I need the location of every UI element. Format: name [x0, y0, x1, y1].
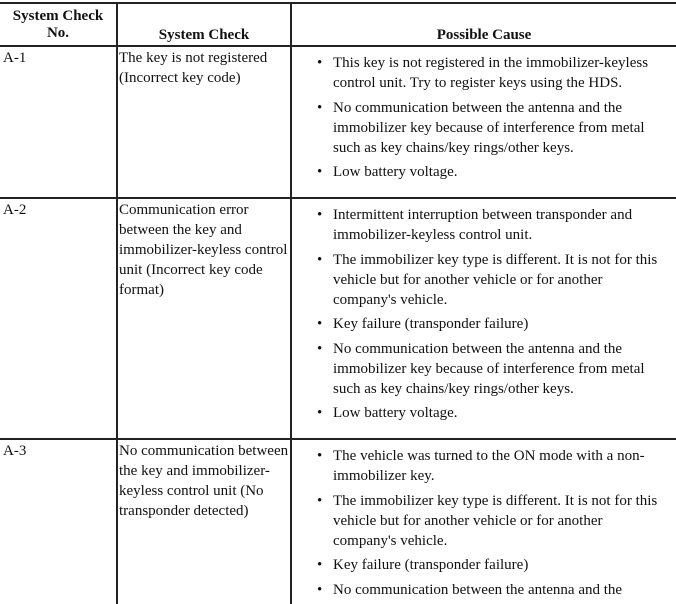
table-top-border [0, 2, 676, 4]
bullet-icon: • [317, 448, 323, 464]
row-a3-number: A-3 [3, 443, 27, 459]
header-system-check: System Check [158, 27, 250, 43]
bullet-icon: • [317, 99, 323, 116]
list-item [316, 162, 668, 182]
header-possible-cause: Possible Cause [436, 27, 532, 43]
row-a2-number: A-2 [3, 202, 27, 218]
list-item [316, 580, 668, 600]
list-item [316, 403, 668, 423]
bullet-icon: • [317, 492, 323, 509]
bullet-icon: • [317, 164, 323, 180]
cause-text: Intermittent interruption between transponder and immobilizer-keyless control unit. [333, 207, 633, 243]
header-system-check-no: System Check No. [12, 8, 104, 41]
list-item [316, 53, 668, 93]
list-item [316, 555, 668, 575]
col-divider-1 [116, 2, 118, 604]
bullet-icon: • [317, 207, 323, 223]
bullet-icon: • [317, 405, 323, 421]
cause-text: This key is not registered in the immobilizer-keyless control unit. Try to register keys using the HDS. [333, 55, 649, 91]
row-divider-2 [0, 438, 676, 440]
row-divider-1 [0, 197, 676, 199]
cause-text: No communication between the antenna and the immobilizer key because of interference from metal such as key chains/key rings/other keys. [333, 340, 645, 397]
list-item [316, 339, 668, 399]
list-item [316, 250, 668, 310]
bullet-icon: • [317, 557, 323, 573]
row-a1-number: A-1 [3, 50, 27, 66]
list-item [316, 205, 668, 245]
row-a1-causes [316, 53, 668, 187]
list-item [316, 314, 668, 334]
cause-text: Key failure (transponder failure) [333, 557, 529, 573]
cause-text: The immobilizer key type is different. It is not for this vehicle but for another vehicle or for another company's vehicle. [333, 492, 658, 549]
bullet-icon: • [317, 316, 323, 332]
list-item [316, 98, 668, 158]
cause-text: The vehicle was turned to the ON mode with a non-immobilizer key. [333, 448, 645, 484]
cause-text: No communication between the antenna and the immobilizer key because of interference from metal such as key chains/key rings/other keys. [333, 99, 645, 156]
row-a2-check: Communication error between the key and immobilizer-keyless control unit (Incorrect key code format) [119, 202, 288, 298]
list-item [316, 446, 668, 486]
cause-text: Low battery voltage. [333, 164, 458, 180]
row-a3-causes [316, 446, 668, 604]
cause-text: The immobilizer key type is different. It is not for this vehicle but for another vehicle or for another company's vehicle. [333, 251, 658, 308]
header-bottom-border [0, 45, 676, 47]
row-a2-causes [316, 205, 668, 428]
bullet-icon: • [317, 581, 323, 598]
cause-text: Low battery voltage. [333, 405, 458, 421]
list-item [316, 491, 668, 551]
col-divider-2 [290, 2, 292, 604]
bullet-icon: • [317, 340, 323, 357]
row-a1-check: The key is not registered (Incorrect key code) [119, 50, 268, 86]
cause-text: No communication between the antenna and the [333, 581, 623, 598]
bullet-icon: • [317, 251, 323, 268]
row-a3-check: No communication between the key and immobilizer-keyless control unit (No transponder detected) [119, 443, 289, 519]
bullet-icon: • [317, 55, 323, 71]
cause-text: Key failure (transponder failure) [333, 316, 529, 332]
